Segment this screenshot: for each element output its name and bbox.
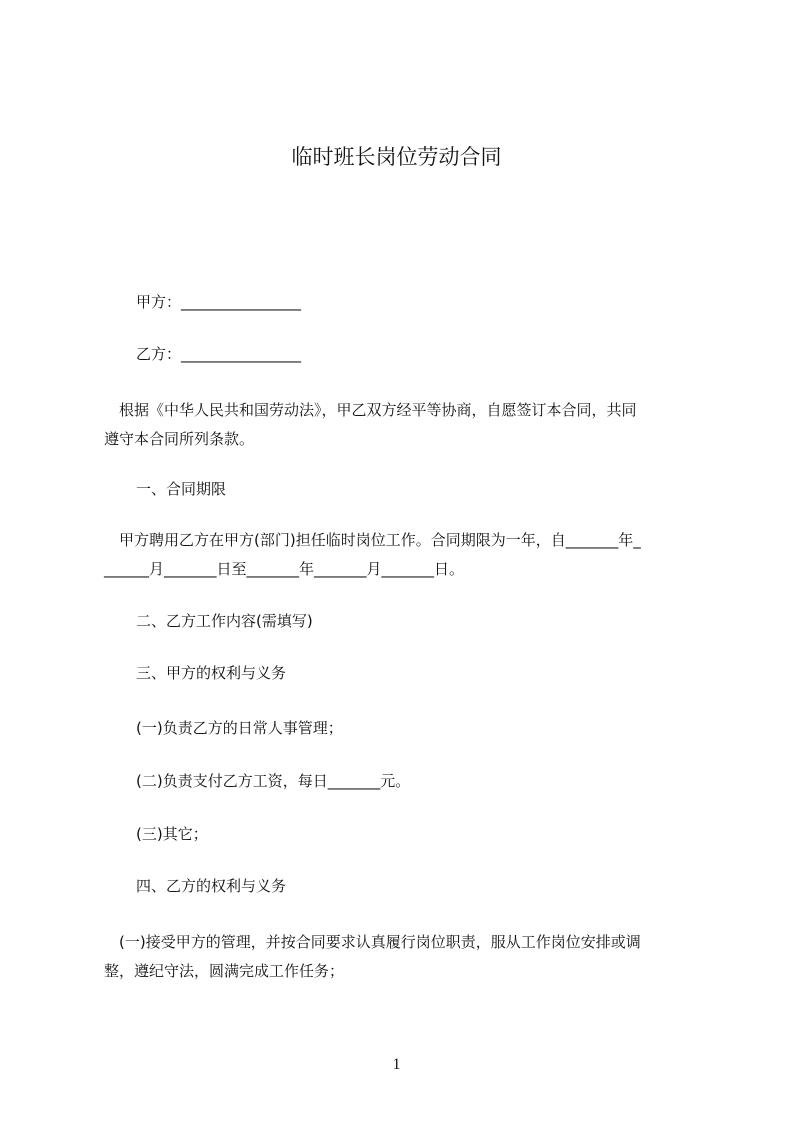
section-2-heading: 二、乙方工作内容(需填写) [136,612,313,630]
document-title: 临时班长岗位劳动合同 [291,145,502,169]
section-1-heading: 一、合同期限 [136,480,227,498]
section-3-item-1: (一)负责乙方的日常人事管理； [136,719,343,737]
section-3-item-2: (二)负责支付乙方工资，每日_______元。 [136,772,411,790]
section-3-item-3: (三)其它； [136,825,208,843]
section-1-line-2: ______月_______日至_______年_______月_______日。 [104,560,465,578]
section-1-paragraph [104,526,704,584]
section-4-item-1-line-1: (一)接受甲方的管理，并按合同要求认真履行岗位职责，服从工作岗位安排或调 [104,933,641,951]
party-a-line: 甲方：________________ [136,293,302,311]
preamble-line-1: 根据《中华人民共和国劳动法》，甲乙双方经平等协商，自愿签订本合同，共同 [104,401,637,419]
section-4-item-1-line-2: 整，遵纪守法，圆满完成工作任务； [104,962,345,980]
page-number: 1 [392,1056,401,1073]
preamble-paragraph [104,396,704,454]
preamble-line-2: 遵守本合同所列条款。 [104,430,255,448]
section-4-item-1 [104,928,704,986]
section-1-line-1: 甲方聘用乙方在甲方(部门)担任临时岗位工作。合同期限为一年，自_______年_ [104,531,641,549]
section-4-heading: 四、乙方的权利与义务 [136,877,287,895]
section-3-heading: 三、甲方的权利与义务 [136,664,287,682]
party-b-line: 乙方：________________ [136,345,302,363]
